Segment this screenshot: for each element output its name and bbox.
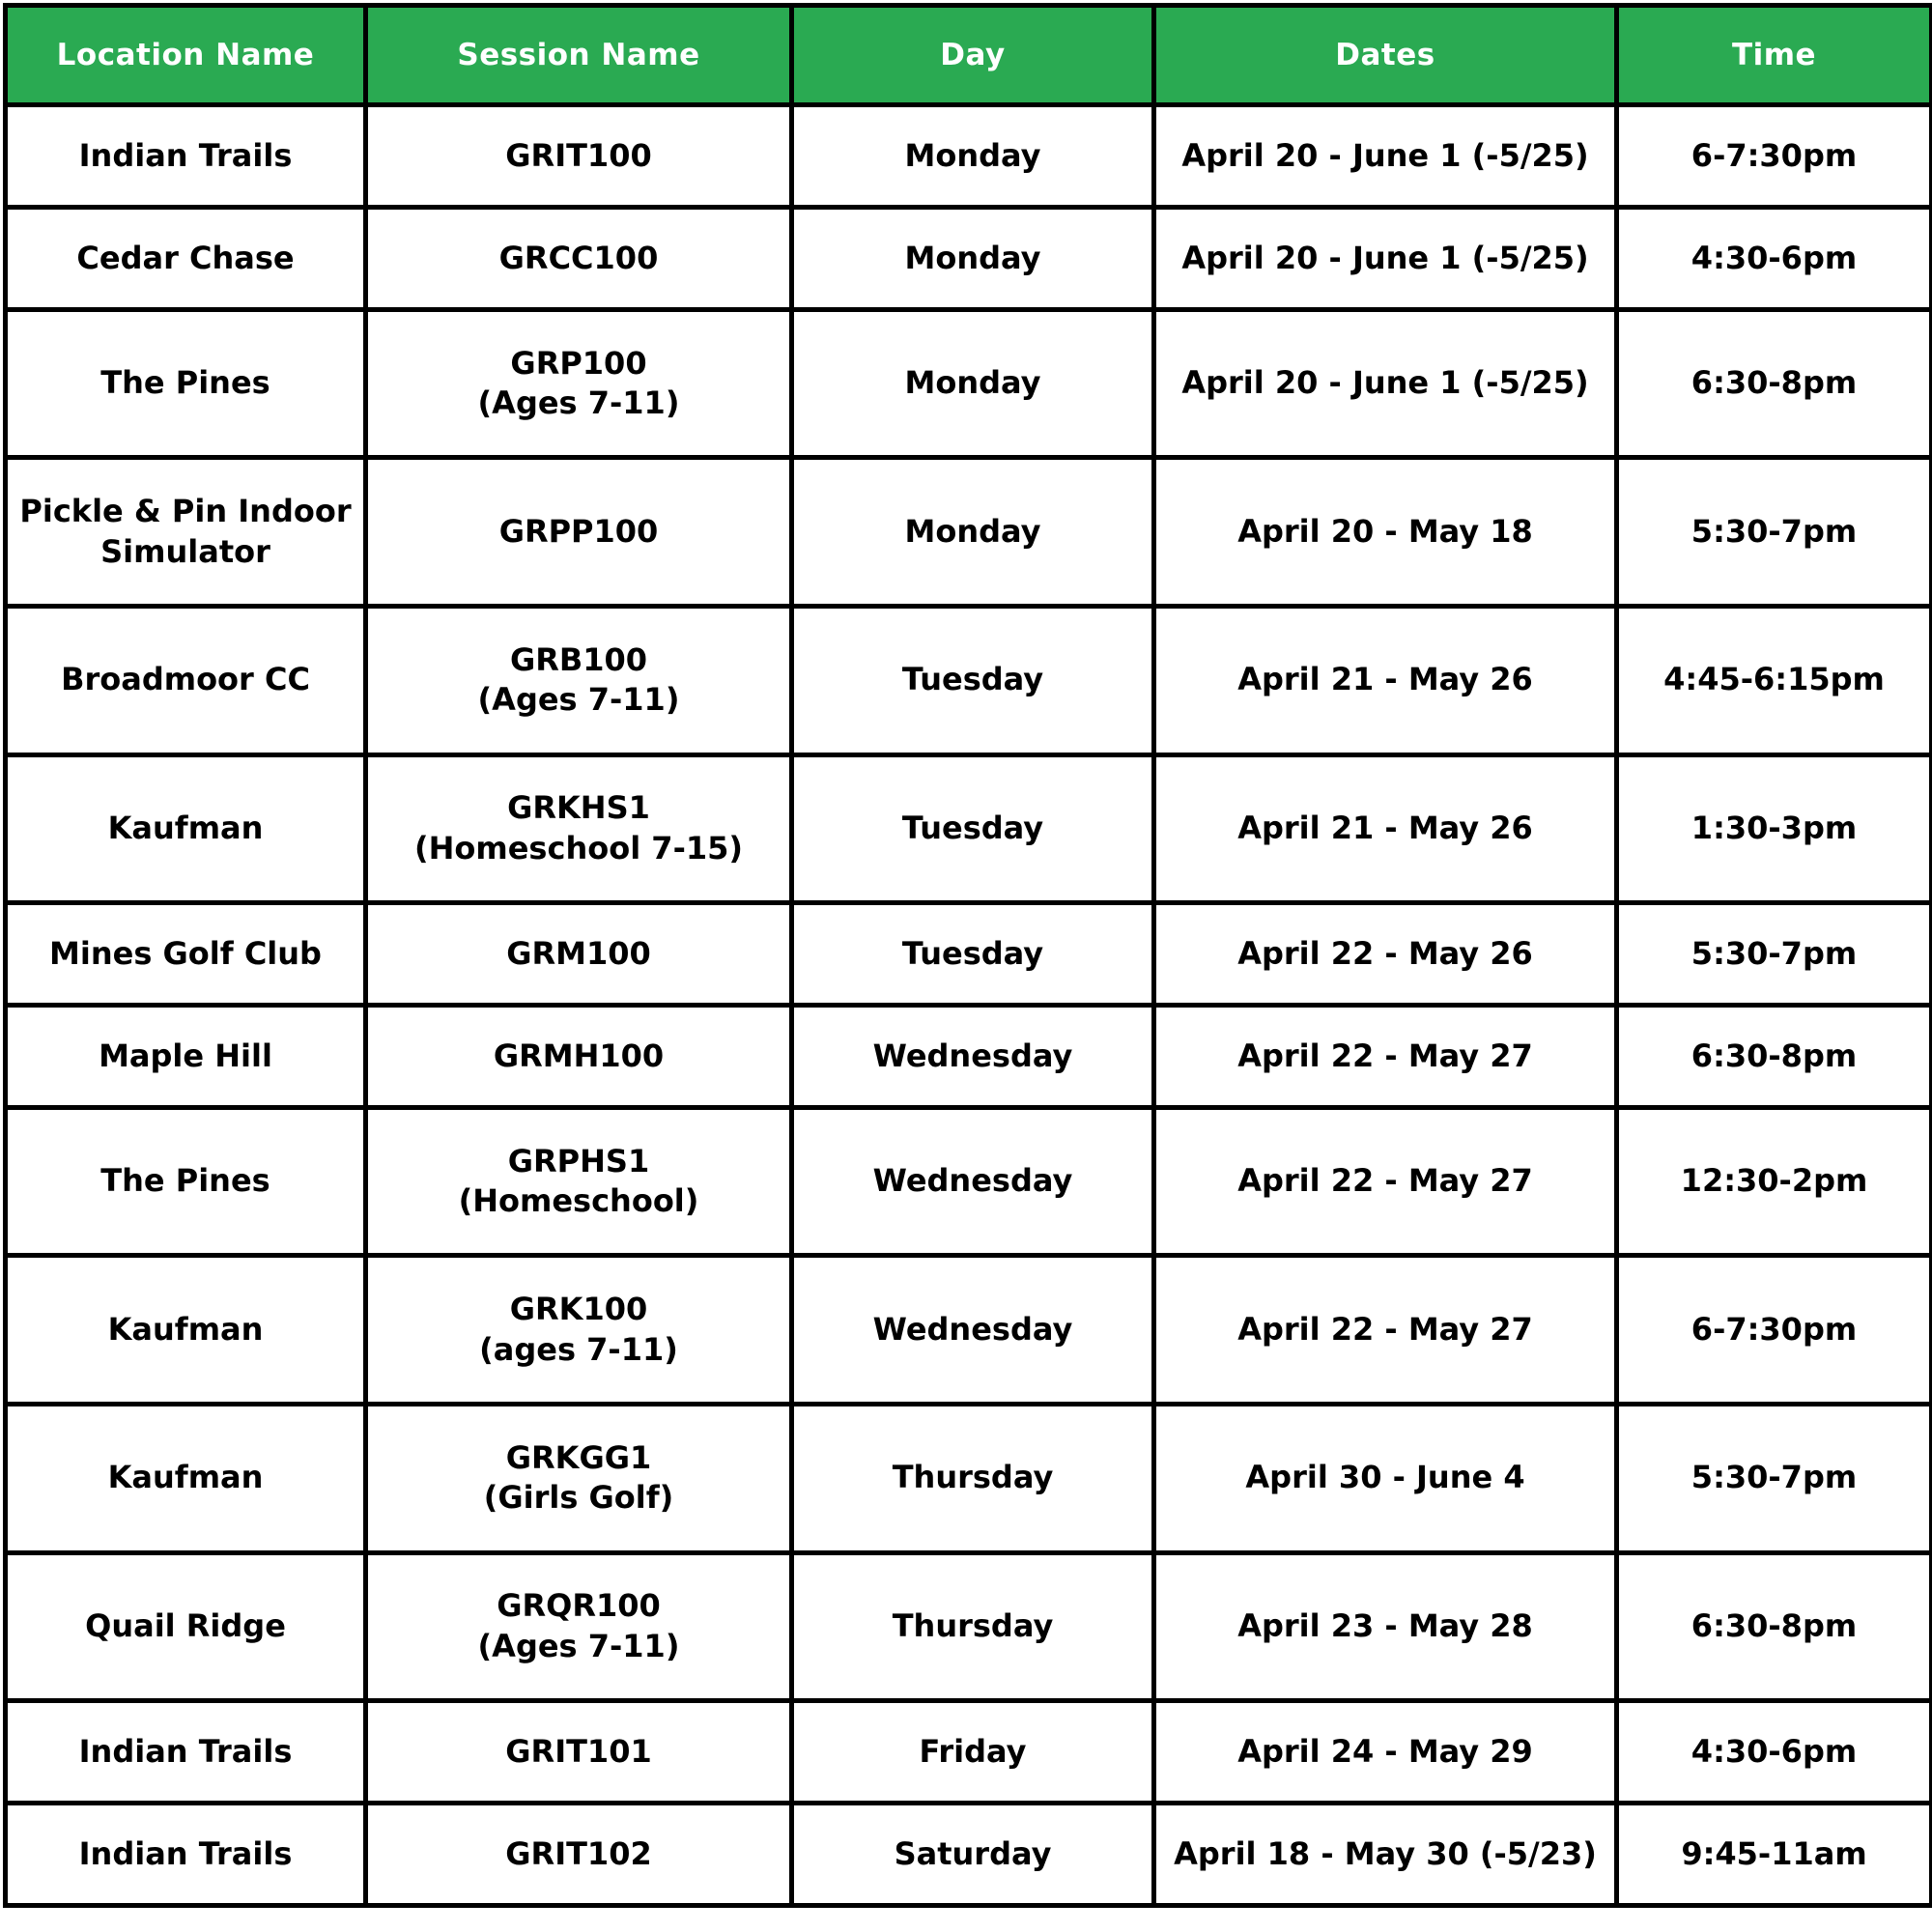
session-note: (Homeschool) bbox=[458, 1182, 699, 1220]
table-row bbox=[6, 458, 1932, 607]
table-row bbox=[6, 1701, 1932, 1804]
cell-session bbox=[366, 606, 792, 754]
cell-day: Tuesday bbox=[792, 754, 1154, 903]
cell-time: 5:30-7pm bbox=[1617, 458, 1932, 607]
cell-dates: April 30 - June 4 bbox=[1154, 1405, 1617, 1553]
cell-session bbox=[366, 1701, 792, 1804]
cell-day: Monday bbox=[792, 207, 1154, 309]
cell-day: Friday bbox=[792, 1701, 1154, 1804]
cell-time: 6-7:30pm bbox=[1617, 105, 1932, 208]
cell-location: Indian Trails bbox=[6, 1701, 366, 1804]
header-session: Session Name bbox=[366, 6, 792, 105]
cell-dates: April 20 - June 1 (-5/25) bbox=[1154, 105, 1617, 208]
cell-dates: April 18 - May 30 (-5/23) bbox=[1154, 1804, 1617, 1906]
cell-dates: April 21 - May 26 bbox=[1154, 606, 1617, 754]
cell-location: Quail Ridge bbox=[6, 1552, 366, 1701]
session-code: GRPP100 bbox=[498, 512, 659, 550]
cell-time: 5:30-7pm bbox=[1617, 903, 1932, 1006]
table-row bbox=[6, 1804, 1932, 1906]
session-code: GRB100 bbox=[509, 640, 648, 678]
cell-day: Tuesday bbox=[792, 903, 1154, 1006]
cell-location: Maple Hill bbox=[6, 1005, 366, 1107]
table-row bbox=[6, 1552, 1932, 1701]
table-row bbox=[6, 606, 1932, 754]
table-row bbox=[6, 1107, 1932, 1256]
cell-dates: April 20 - May 18 bbox=[1154, 458, 1617, 607]
table-row bbox=[6, 1256, 1932, 1405]
cell-session bbox=[366, 309, 792, 458]
cell-location: Indian Trails bbox=[6, 105, 366, 208]
session-code: GRM100 bbox=[506, 934, 651, 972]
cell-day: Thursday bbox=[792, 1552, 1154, 1701]
cell-time: 4:45-6:15pm bbox=[1617, 606, 1932, 754]
session-code: GRKHS1 bbox=[507, 789, 650, 827]
cell-dates: April 20 - June 1 (-5/25) bbox=[1154, 309, 1617, 458]
cell-day: Monday bbox=[792, 309, 1154, 458]
cell-day: Wednesday bbox=[792, 1005, 1154, 1107]
cell-time: 6:30-8pm bbox=[1617, 1552, 1932, 1701]
cell-location: Mines Golf Club bbox=[6, 903, 366, 1006]
session-code: GRQR100 bbox=[497, 1587, 661, 1625]
table-row bbox=[6, 207, 1932, 309]
cell-session bbox=[366, 1005, 792, 1107]
cell-dates: April 22 - May 27 bbox=[1154, 1256, 1617, 1405]
header-dates: Dates bbox=[1154, 6, 1617, 105]
cell-time: 9:45-11am bbox=[1617, 1804, 1932, 1906]
cell-session bbox=[366, 1804, 792, 1906]
schedule-table bbox=[3, 3, 1932, 1908]
cell-time: 12:30-2pm bbox=[1617, 1107, 1932, 1256]
cell-dates: April 22 - May 27 bbox=[1154, 1107, 1617, 1256]
cell-time: 6:30-8pm bbox=[1617, 1005, 1932, 1107]
table-row bbox=[6, 1005, 1932, 1107]
cell-day: Thursday bbox=[792, 1405, 1154, 1553]
session-code: GRIT102 bbox=[505, 1834, 652, 1872]
cell-dates: April 22 - May 26 bbox=[1154, 903, 1617, 1006]
cell-session bbox=[366, 1256, 792, 1405]
cell-time: 4:30-6pm bbox=[1617, 1701, 1932, 1804]
cell-session bbox=[366, 1107, 792, 1256]
cell-time: 6:30-8pm bbox=[1617, 309, 1932, 458]
cell-day: Saturday bbox=[792, 1804, 1154, 1906]
cell-dates: April 24 - May 29 bbox=[1154, 1701, 1617, 1804]
table-row bbox=[6, 1405, 1932, 1553]
cell-session bbox=[366, 207, 792, 309]
cell-session bbox=[366, 105, 792, 208]
cell-day: Wednesday bbox=[792, 1256, 1154, 1405]
cell-location: Kaufman bbox=[6, 1256, 366, 1405]
table-row bbox=[6, 903, 1932, 1006]
session-note: (Homeschool 7-15) bbox=[413, 829, 743, 867]
schedule-body bbox=[6, 105, 1932, 1906]
cell-dates: April 21 - May 26 bbox=[1154, 754, 1617, 903]
table-row bbox=[6, 309, 1932, 458]
cell-location: The Pines bbox=[6, 1107, 366, 1256]
cell-dates: April 23 - May 28 bbox=[1154, 1552, 1617, 1701]
cell-session bbox=[366, 903, 792, 1006]
cell-location: Broadmoor CC bbox=[6, 606, 366, 754]
cell-location: Kaufman bbox=[6, 1405, 366, 1553]
cell-session bbox=[366, 458, 792, 607]
session-note: (Girls Golf) bbox=[483, 1479, 674, 1517]
cell-location: The Pines bbox=[6, 309, 366, 458]
session-note: (Ages 7-11) bbox=[477, 1627, 680, 1664]
session-code: GRCC100 bbox=[498, 239, 659, 276]
cell-day: Monday bbox=[792, 105, 1154, 208]
cell-location: Kaufman bbox=[6, 754, 366, 903]
session-code: GRIT101 bbox=[505, 1732, 652, 1770]
header-location: Location Name bbox=[6, 6, 366, 105]
cell-location: Indian Trails bbox=[6, 1804, 366, 1906]
session-code: GRPHS1 bbox=[507, 1142, 650, 1179]
cell-session bbox=[366, 754, 792, 903]
session-note: (ages 7-11) bbox=[479, 1330, 678, 1368]
header-row bbox=[6, 6, 1932, 105]
cell-location: Cedar Chase bbox=[6, 207, 366, 309]
cell-day: Monday bbox=[792, 458, 1154, 607]
cell-time: 5:30-7pm bbox=[1617, 1405, 1932, 1553]
cell-session bbox=[366, 1405, 792, 1553]
session-code: GRIT100 bbox=[505, 136, 652, 174]
table-row bbox=[6, 754, 1932, 903]
cell-time: 6-7:30pm bbox=[1617, 1256, 1932, 1405]
session-note: (Ages 7-11) bbox=[477, 384, 680, 422]
cell-time: 4:30-6pm bbox=[1617, 207, 1932, 309]
session-code: GRMH100 bbox=[493, 1037, 665, 1074]
session-note: (Ages 7-11) bbox=[477, 681, 680, 719]
cell-day: Wednesday bbox=[792, 1107, 1154, 1256]
session-code: GRP100 bbox=[510, 344, 647, 382]
cell-location: Pickle & Pin Indoor Simulator bbox=[6, 458, 366, 607]
header-day: Day bbox=[792, 6, 1154, 105]
cell-day: Tuesday bbox=[792, 606, 1154, 754]
cell-time: 1:30-3pm bbox=[1617, 754, 1932, 903]
cell-session bbox=[366, 1552, 792, 1701]
session-code: GRKGG1 bbox=[505, 1438, 652, 1476]
cell-dates: April 20 - June 1 (-5/25) bbox=[1154, 207, 1617, 309]
header-time: Time bbox=[1617, 6, 1932, 105]
table-row bbox=[6, 105, 1932, 208]
cell-dates: April 22 - May 27 bbox=[1154, 1005, 1617, 1107]
session-code: GRK100 bbox=[509, 1291, 648, 1328]
